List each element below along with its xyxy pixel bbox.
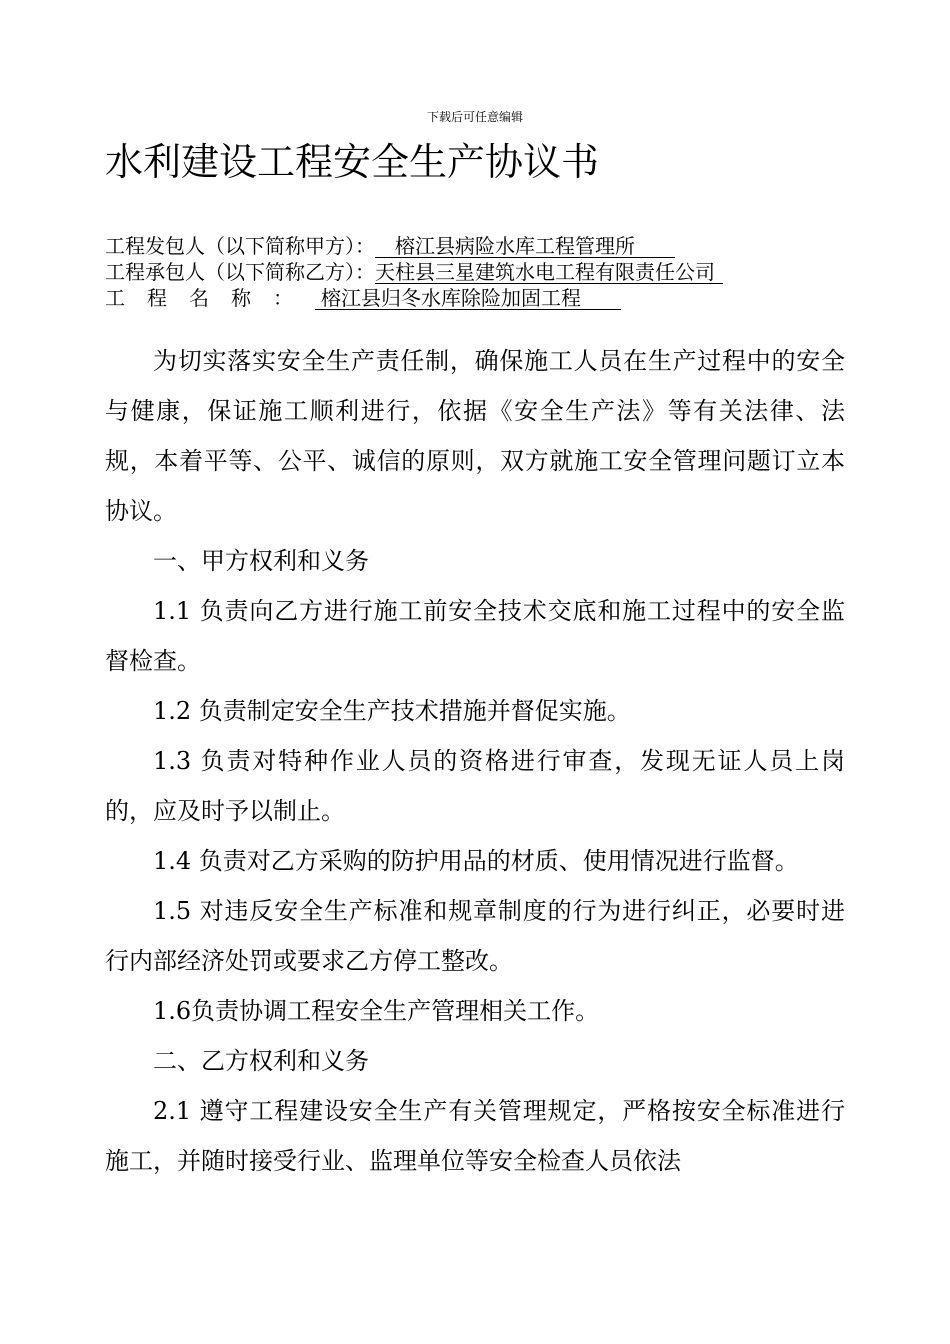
party-b-value: 天柱县三星建筑水电工程有限责任公司 <box>375 261 723 284</box>
party-a-label: 工程发包人（以下简称甲方）： <box>105 234 375 258</box>
project-value: 榕江县归冬水库除险加固工程 <box>315 287 621 310</box>
party-b-label: 工程承包人（以下简称乙方）： <box>105 260 375 284</box>
clause-1-2: 1.2 负责制定安全生产技术措施并督促实施。 <box>153 697 631 725</box>
clause-1-1: 1.1 负责向乙方进行施工前安全技术交底和施工过程中的安全监督检查。 <box>105 597 845 675</box>
section-1-heading: 一、甲方权利和义务 <box>153 547 369 575</box>
clause-1-3: 1.3 负责对特种作业人员的资格进行审查，发现无证人员上岗的，应及时予以制止。 <box>105 747 845 825</box>
clause-1-4: 1.4 负责对乙方采购的防护用品的材质、使用情况进行监督。 <box>153 847 799 875</box>
clause-1-6: 1.6负责协调工程安全生产管理相关工作。 <box>153 997 600 1025</box>
document-title: 水利建设工程安全生产协议书 <box>105 140 600 184</box>
project-row <box>105 285 845 311</box>
party-b-row <box>105 259 845 285</box>
intro-paragraph: 为切实落实安全生产责任制，确保施工人员在生产过程中的安全与健康，保证施工顺利进行，依据《安全生产法》等有关法律、法规，本着平等、公平、诚信的原则，双方就施工安全管理问题订立本协议。 <box>105 347 845 525</box>
party-info-block <box>105 233 845 311</box>
clause-1-5: 1.5 对违反安全生产标准和规章制度的行为进行纠正，必要时进行内部经济处罚或要求乙方停工整改。 <box>105 897 845 975</box>
party-a-value: 榕江县病险水库工程管理所 <box>375 235 675 258</box>
section-2-heading: 二、乙方权利和义务 <box>153 1047 369 1075</box>
party-a-row <box>105 233 845 259</box>
clause-2-1: 2.1 遵守工程建设安全生产有关管理规定，严格按安全标准进行施工，并随时接受行业、监理单位等安全检查人员依法 <box>105 1097 845 1175</box>
header-watermark: 下载后可任意编辑 <box>426 110 523 124</box>
project-label: 工程名称： <box>105 286 315 310</box>
agreement-body <box>105 336 845 1186</box>
